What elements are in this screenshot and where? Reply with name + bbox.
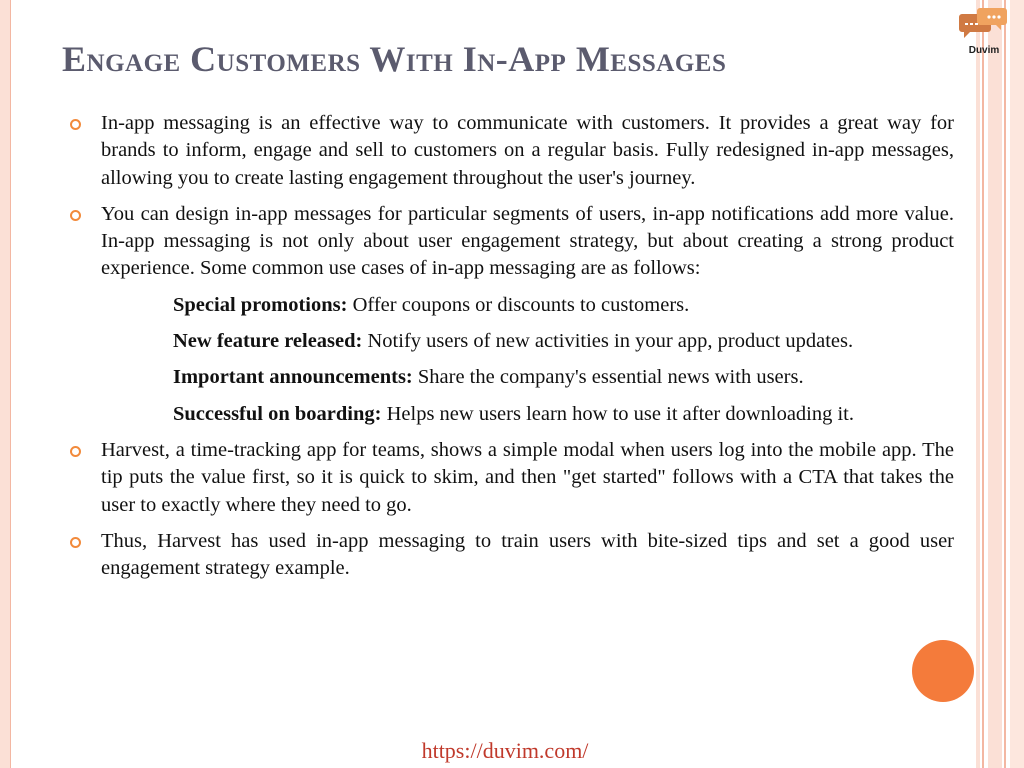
use-case-label: New feature released: [173,330,363,353]
bullet-text: Harvest, a time-tracking app for teams, shows a simple modal when users log into the mobile app. The tip puts the value first, so it is quick to skim, and then "get started" follows with a CTA that takes the user to exactly where they need to go. [101,438,954,516]
chat-bubbles-icon [956,6,1012,44]
orange-circle-decoration [912,640,974,702]
use-case-label: Successful on boarding: [173,402,382,425]
use-case-text: Helps new users learn how to use it after downloading it. [381,402,854,425]
bullet-text: Thus, Harvest has used in-app messaging to train users with bite-sized tips and set a good user engagement strategy example. [101,529,954,580]
logo-text: Duvim [968,45,1000,56]
bullet-ring-icon [70,446,81,457]
bullet-ring-icon [70,210,81,221]
bullet-item [70,437,954,519]
use-case-text: Notify users of new activities in your app, product updates. [362,330,854,353]
bullet-ring-icon [70,537,81,548]
bullet-text: You can design in-app messages for particular segments of users, in-app notifications add more value. In-app messaging is not only about user engagement strategy, but about creating a strong product experience. Some common use cases of in-app messaging are as follows: [101,202,954,280]
left-border-band [0,0,11,768]
bullet-ring-icon [70,119,81,130]
slide-content [70,110,954,591]
use-case-text: Offer coupons or discounts to customers. [347,293,690,316]
right-stripe-decoration [976,0,1024,768]
bullet-item [70,201,954,283]
use-case-text: Share the company's essential news with users. [412,366,804,389]
duvim-logo [956,6,1012,56]
footer-link[interactable]: https://duvim.com/ [421,738,589,763]
bullet-text: In-app messaging is an effective way to communicate with customers. It provides a great way for brands to inform, engage and sell to customers on a regular basis. Fully redesigned in-app messages, allowing you to create lasting engagement throughout the user's journey. [101,112,954,189]
use-case-item [173,328,954,355]
use-case-item [173,401,954,428]
use-case-item [173,292,954,319]
use-case-item [173,364,954,391]
bullet-item [70,528,954,583]
use-case-label: Special promotions: [173,293,348,316]
bullet-item [70,110,954,192]
use-case-label: Important announcements: [173,366,413,389]
page-title: Engage Customers With In-App Messages [62,39,727,79]
